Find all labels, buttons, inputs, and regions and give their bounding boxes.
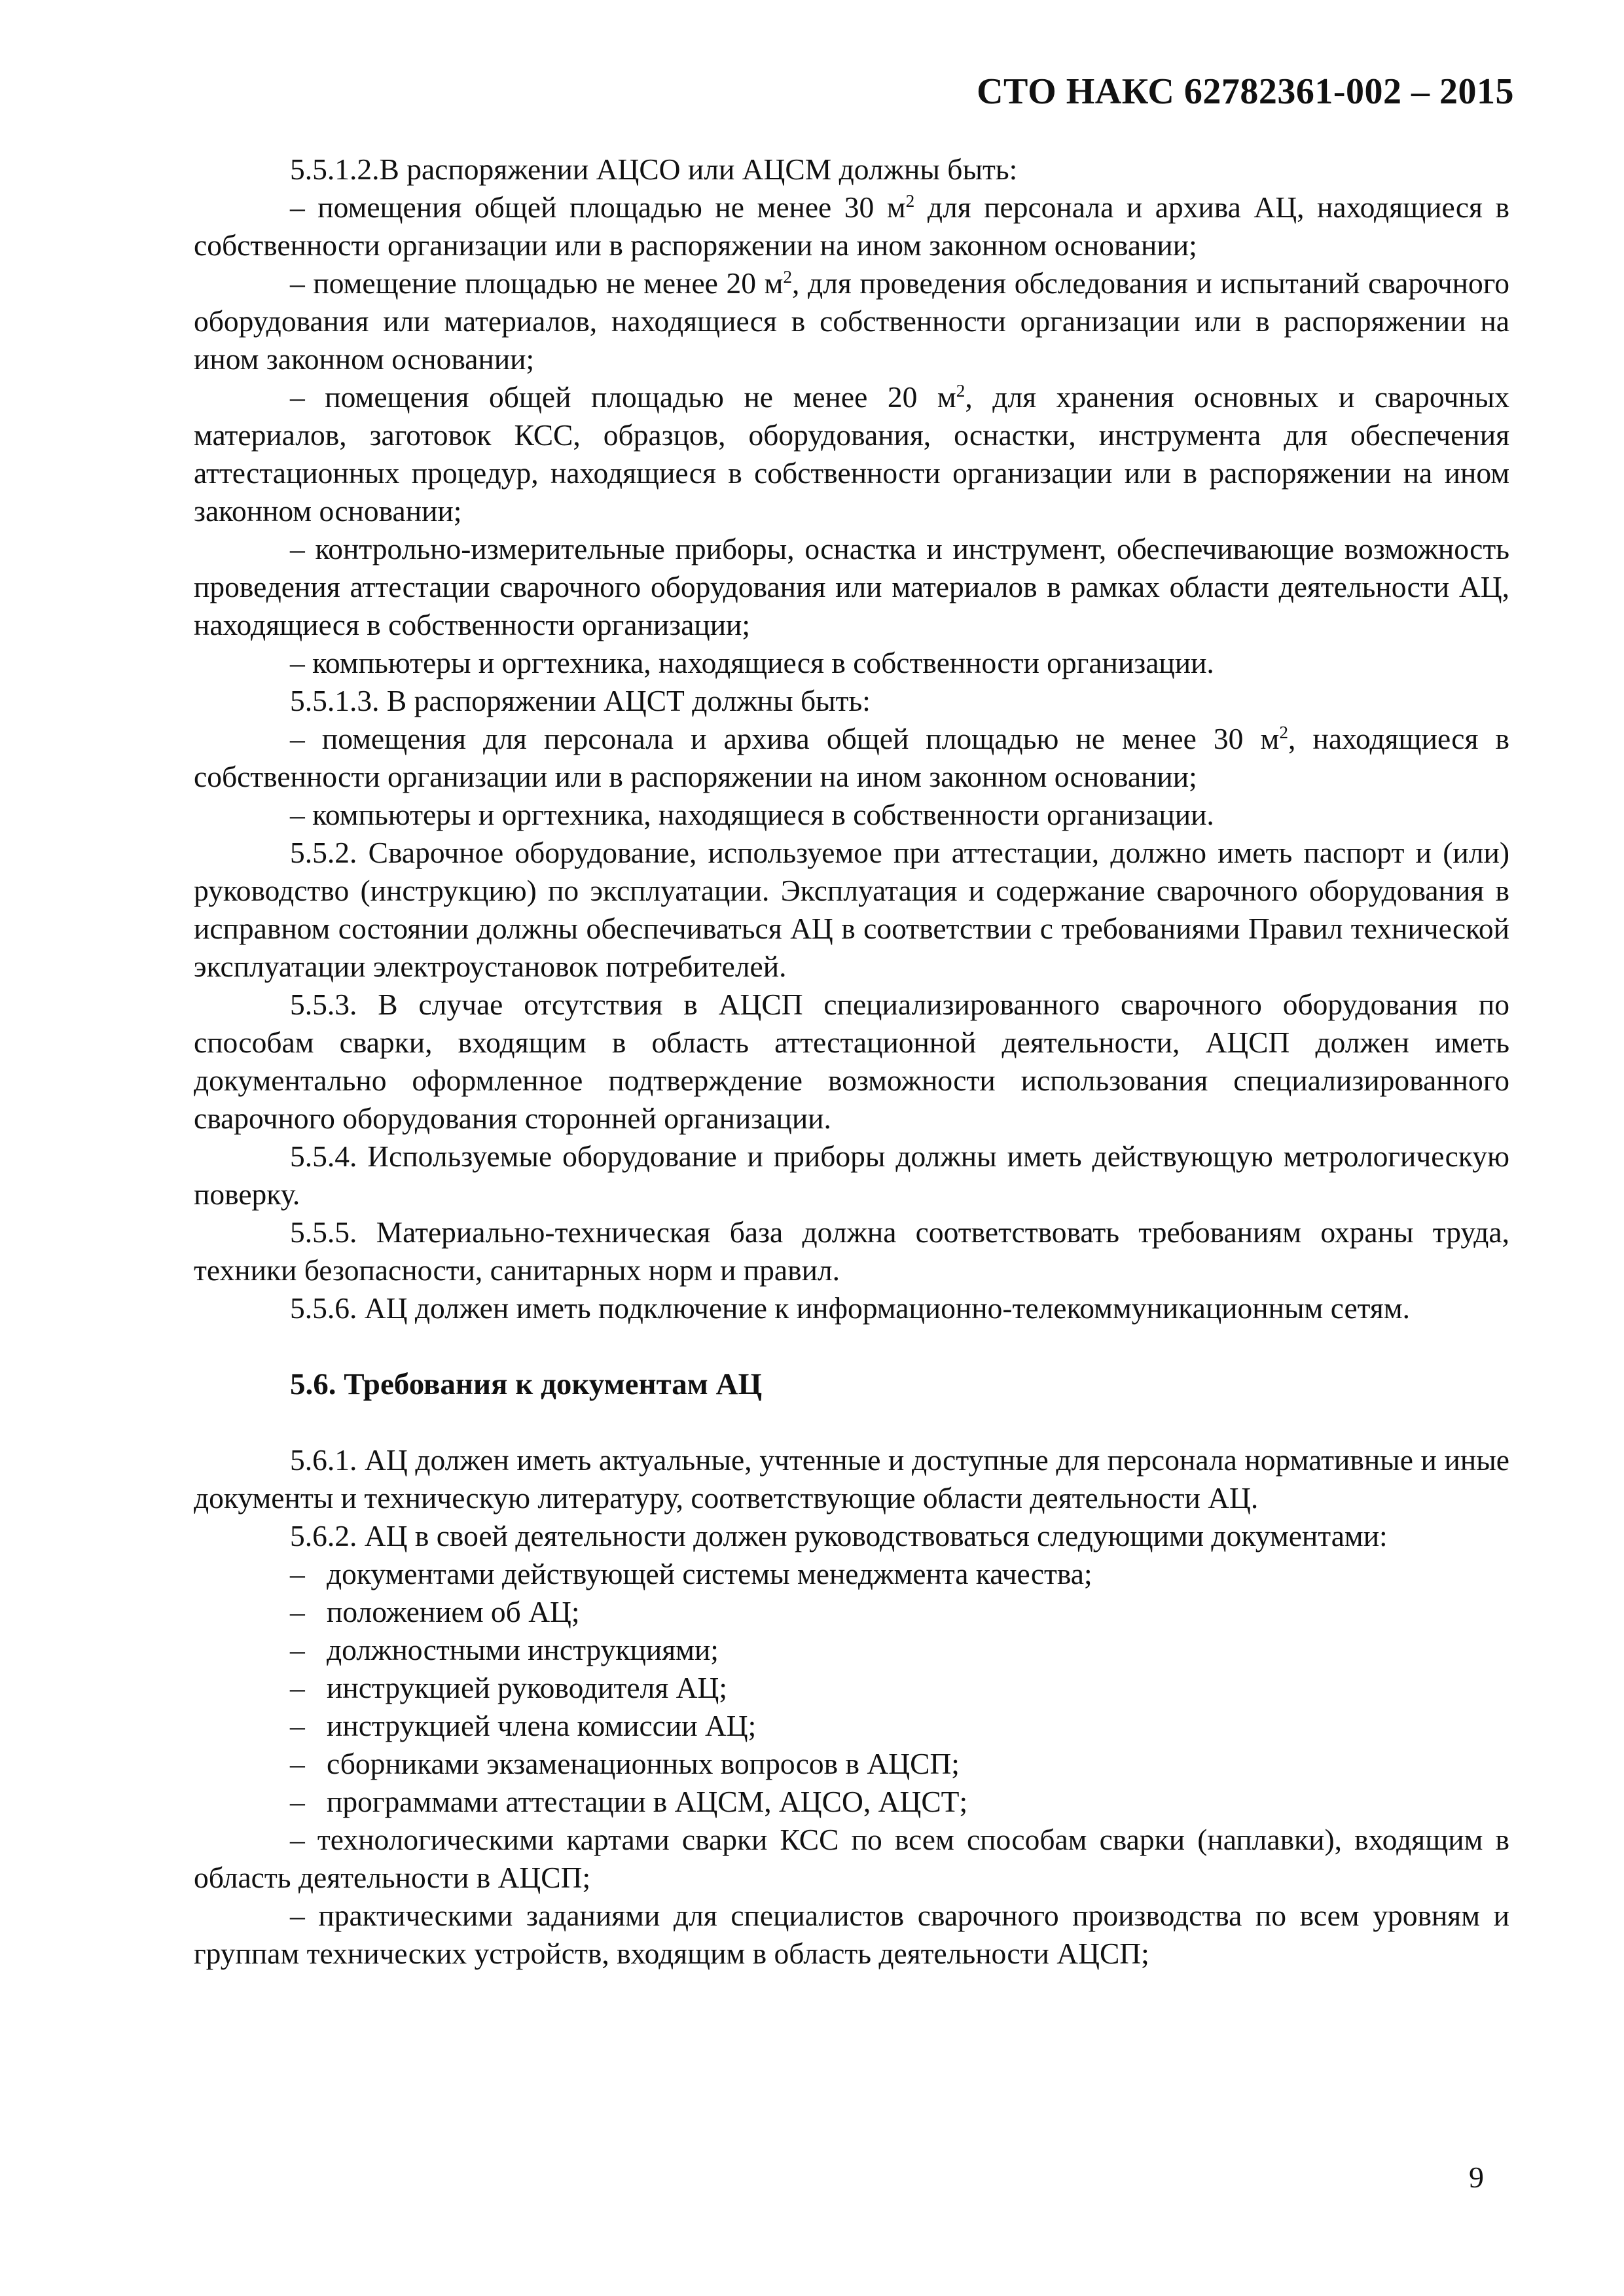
paragraph: 5.6.1. АЦ должен иметь актуальные, учтенные и доступные для персонала нормативные и иные документы и техническую литературу, соответствующие области деятельности АЦ.: [194, 1443, 1509, 1515]
paragraph: – практическими заданиями для специалистов сварочного производства по всем уровням и группам технических устройств, входящим в область деятельности АЦСП;: [194, 1899, 1509, 1970]
list-item: – инструкцией руководителя АЦ;: [194, 1669, 1509, 1707]
paragraph: – технологическими картами сварки КСС по всем способам сварки (наплавки), входящим в область деятельности в АЦСП;: [194, 1823, 1509, 1894]
paragraph: – контрольно-измерительные приборы, оснастка и инструмент, обеспечивающие возможность проведения аттестации сварочного оборудования или материалов в рамках области деятельности АЦ, находящиеся в собственности организации;: [194, 532, 1509, 641]
paragraph: 5.5.6. АЦ должен иметь подключение к информационно-телекоммуникационным сетям.: [290, 1291, 1411, 1325]
list-item: – инструкцией члена комиссии АЦ;: [194, 1707, 1509, 1745]
paragraph: 5.5.1.2.В распоряжении АЦСО или АЦСМ должны быть:: [290, 152, 1018, 186]
paragraph: – помещения для персонала и архива общей площадью не менее 30 $м^2$, находящиеся в собственности организации или в распоряжении на ином законном основании;: [194, 722, 1509, 793]
list-item: – положением об АЦ;: [194, 1593, 1509, 1631]
paragraph: – компьютеры и оргтехника, находящиеся в собственности организации.: [290, 646, 1214, 679]
dash-bullet: –: [290, 1557, 305, 1590]
dash-bullet: –: [290, 1785, 305, 1818]
document-list: [194, 1555, 1509, 1821]
paragraph: – помещения общей площадью не менее 30 $м^2$ для персонала и архива АЦ, находящиеся в собственности организации или в распоряжении на ином законном основании;: [194, 190, 1509, 262]
paragraph: 5.6.2. АЦ в своей деятельности должен руководствоваться следующими документами:: [290, 1519, 1388, 1552]
list-item: – сборниками экзаменационных вопросов в АЦСП;: [194, 1745, 1509, 1783]
dash-bullet: –: [290, 1747, 305, 1780]
list-item: – программами аттестации в АЦСМ, АЦСО, АЦСТ;: [194, 1783, 1509, 1821]
dash-bullet: –: [290, 1671, 305, 1704]
paragraph: 5.5.5. Материально-техническая база должна соответствовать требованиям охраны труда, техники безопасности, санитарных норм и правил.: [194, 1215, 1509, 1287]
list-item: – документами действующей системы менеджмента качества;: [194, 1555, 1509, 1593]
paragraph: – помещения общей площадью не менее 20 $м^2$, для хранения основных и сварочных материалов, заготовок КСС, образцов, оборудования, оснастки, инструмента для обеспечения аттестационных процедур, находящиеся в собственности организации или в распоряжении на ином законном основании;: [194, 380, 1509, 528]
dash-bullet: –: [290, 1595, 305, 1628]
section-heading: 5.6. Требования к документам АЦ: [290, 1367, 763, 1401]
dash-bullet: –: [290, 1709, 305, 1742]
dash-bullet: –: [290, 1633, 305, 1666]
paragraph: 5.5.4. Используемые оборудование и приборы должны иметь действующую метрологическую поверку.: [194, 1139, 1509, 1211]
document-body: [194, 151, 1509, 1973]
page-number: 9: [1469, 2161, 1484, 2194]
document-header: СТО НАКС 62782361-002 – 2015: [977, 71, 1514, 112]
list-item: – должностными инструкциями;: [194, 1631, 1509, 1669]
paragraph: – помещение площадью не менее 20 $м^2$, для проведения обследования и испытаний сварочного оборудования или материалов, находящиеся в собственности организации или в распоряжении на ином законном основании;: [194, 266, 1509, 376]
paragraph: 5.5.1.3. В распоряжении АЦСТ должны быть:: [290, 684, 871, 717]
paragraph: – компьютеры и оргтехника, находящиеся в собственности организации.: [290, 798, 1214, 831]
paragraph: 5.5.3. В случае отсутствия в АЦСП специализированного сварочного оборудования по способам сварки, входящим в область аттестационной деятельности, АЦСП должен иметь документально оформленное подтверждение возможности использования специализированного сварочного оборудования сторонней организации.: [194, 988, 1509, 1135]
paragraph: 5.5.2. Сварочное оборудование, используемое при аттестации, должно иметь паспорт и (или) руководство (инструкцию) по эксплуатации. Эксплуатация и содержание сварочного оборудования в исправном состоянии должны обеспечиваться АЦ в соответствии с требованиями Правил технической эксплуатации электроустановок потребителей.: [194, 836, 1509, 983]
